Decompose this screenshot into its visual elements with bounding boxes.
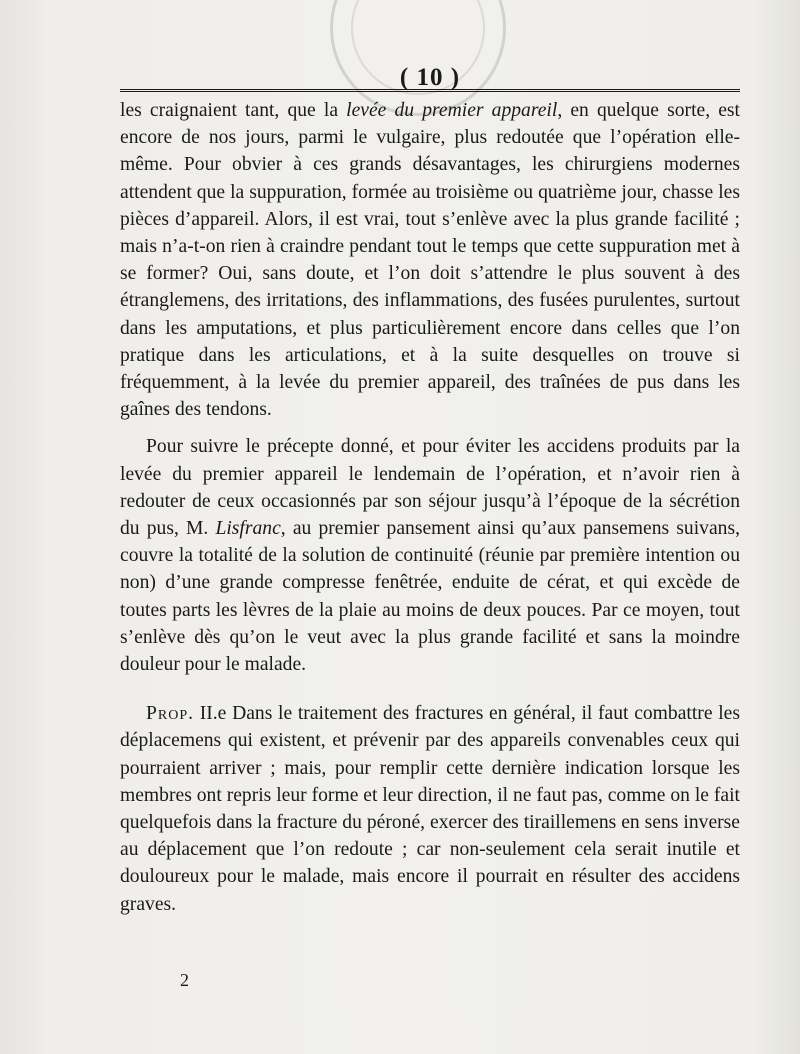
header-rule: [120, 89, 740, 92]
paragraph-2: [120, 433, 740, 678]
paragraph-1-text-a: les craignaient tant, que la: [120, 100, 347, 121]
paragraph-2-text-a: Pour suivre le précepte donné, et pour éviter les accidens produits par la levée du premier appareil le lendemain de l’opération, et n’avoir rien à redouter de ceux occasionnés par son séjour jusqu’à l’époque de la sécrétion du pus, M.: [120, 436, 740, 540]
paragraph-1-text-c: , en quelque sorte, est encore de nos jours, parmi le vulgaire, plus redoutée que l’opération elle-même. Pour obvier à ces grands désavantages, les chirurgiens modernes attendent que la suppuration, formée au troisième ou quatrième jour, chasse les pièces d’appareil. Alors, il est vrai, tout s’enlève avec la plus grande facilité ; mais n’a-t-on rien à craindre pendant tout le temps que cette suppuration met à se former? Oui, sans doute, et l’on doit s’attendre le plus souvent à des étranglemens, des irritations, des inflammations, des fusées purulentes, surtout dans les amputations, et plus particulièrement encore dans celles que l’on pratique dans les articulations, et à la suite desquelles on trouve si fréquemment, à la levée du premier appareil, des traînées de pus dans les gaînes des tendons.: [120, 100, 740, 421]
paragraph-1: [120, 97, 740, 423]
signature-mark: 2: [180, 970, 189, 990]
page-header: [120, 60, 740, 96]
body-text: [120, 97, 740, 918]
page-number: ( 10 ): [399, 64, 461, 91]
paragraph-2-italic: Lisfranc: [215, 518, 281, 540]
proposition-label: Prop.: [146, 703, 195, 725]
proposition-2: [120, 700, 740, 918]
proposition-2-text: II.e Dans le traitement des fractures en général, il faut combattre les déplacemens qui existent, et prévenir par des appareils convenables ceux qui pourraient arriver ; mais, pour remplir cette dernière indication lorsque les membres ont repris leur forme et leur direction, il ne faut pas, comme on le fait quelquefois dans la fracture du péroné, exercer des tiraillemens en sens inverse au déplacement que l’on redoute ; car non-seulement cela serait inutile et douloureux pour le malade, mais encore il pourrait en résulter des accidens graves.: [120, 703, 740, 915]
paragraph-2-text-c: , au premier pansement ainsi qu’aux pansemens suivans, couvre la totalité de la solution de continuité (réunie par première intention ou non) d’une grande compresse fenêtrée, enduite de cérat, et qui excède de toutes parts les lèvres de la plaie au moins de deux pouces. Par ce moyen, tout s’enlève dès qu’on le veut avec la plus grande facilité et sans la moindre douleur pour le malade.: [120, 518, 740, 676]
paragraph-1-italic: levée du premier appareil: [346, 100, 558, 121]
